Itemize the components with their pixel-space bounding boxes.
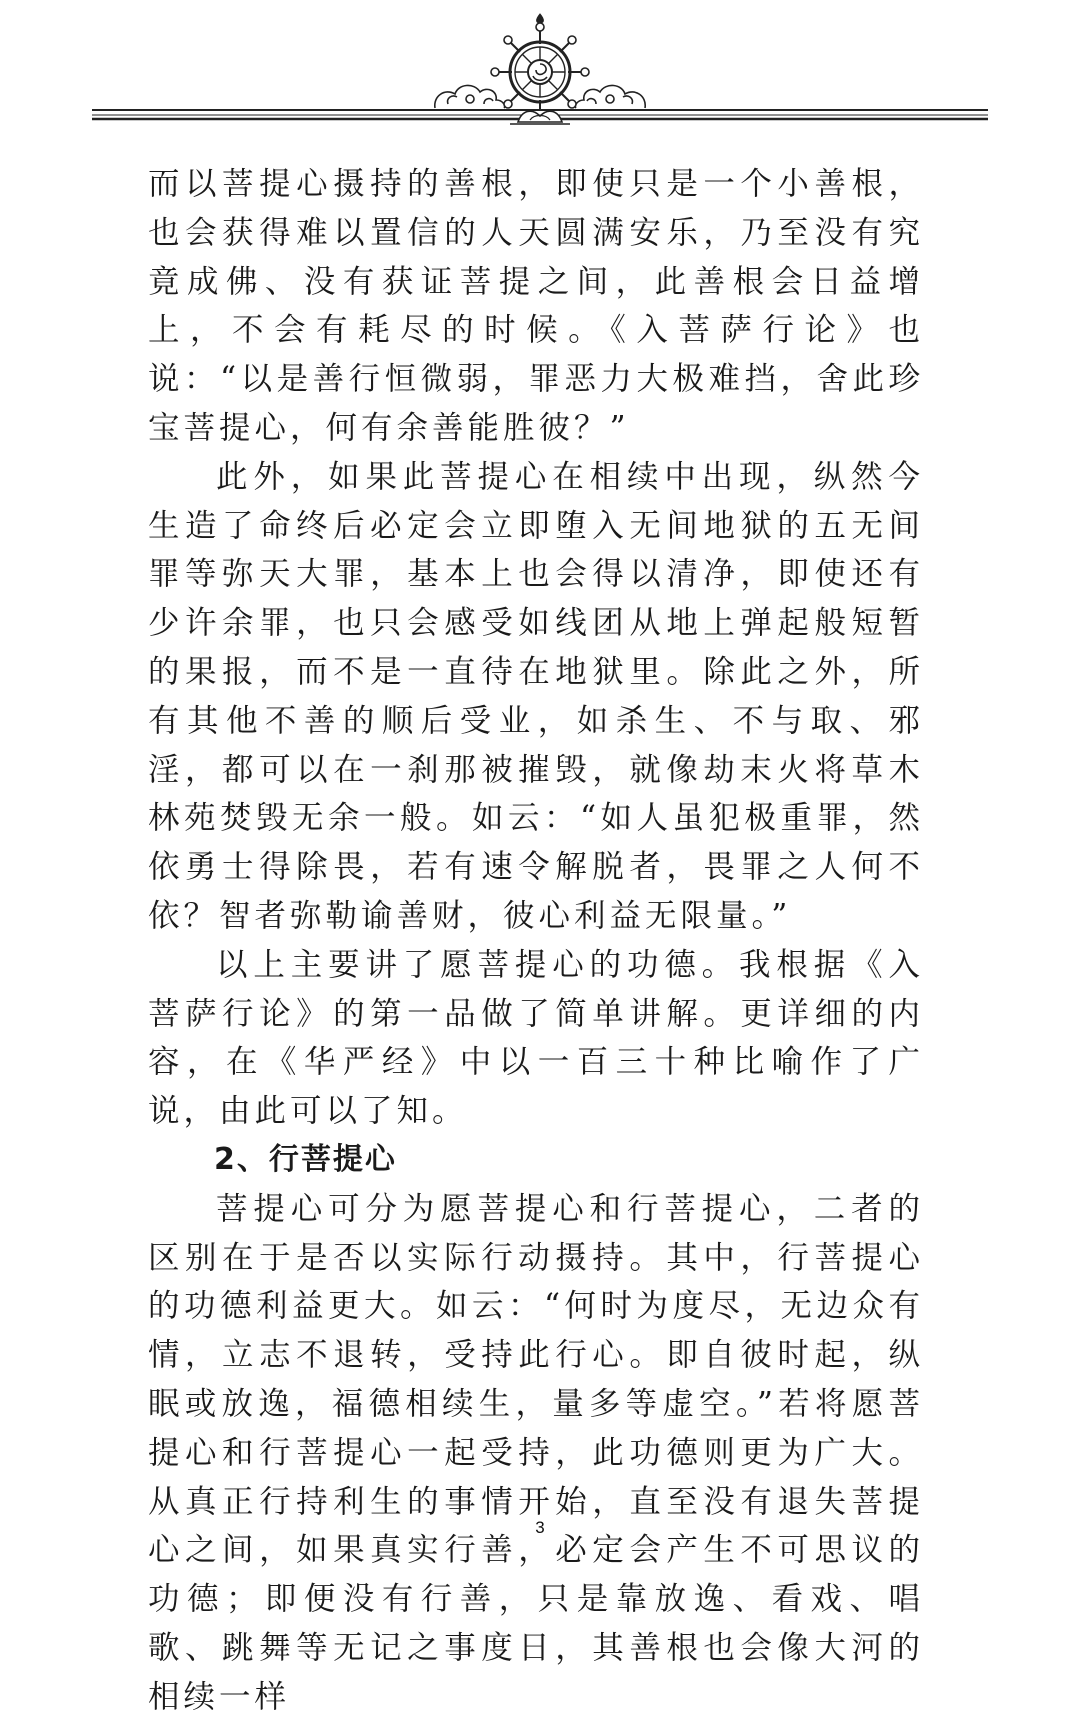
section-paragraph: 菩提心可分为愿菩提心和行菩提心，二者的区别在于是否以实际行动摄持。其中，行菩提心的功德利益更大。如云：“何时为度尽，无边众有情，立志不退转，受持此行心。即自彼时起，纵眠或放逸，福德相续生，量多等虚空。”若将愿菩提心和行菩提心一起受持，此功德则更为广大。从真正行持利生的事情开始，直至没有退失菩提心之间，如果真实行善，必定会产生不可思议的功德；即便没有行善，只是靠放逸、看戏、唱歌、跳舞等无记之事度日，其善根也会像大河的相续一样 [148, 1190, 924, 1715]
cloud-scroll-icon-left [435, 85, 505, 108]
page-body [148, 160, 924, 1722]
page-number: 3 [535, 1518, 545, 1537]
cloud-scroll-icon-right [575, 85, 645, 108]
body-paragraph-2: 此外，如果此菩提心在相续中出现，纵然今生造了命终后必定会立即堕入无间地狱的五无间罪等弥天大罪，基本上也会得以清净，即使还有少许余罪，也只会感受如线团从地上弹起般短暂的果报，而不是一直待在地狱里。除此之外，所有其他不善的顺后受业，如杀生、不与取、邪淫，都可以在一刹那被摧毁，就像劫末火将草木林苑焚毁无余一般。如云：“如人虽犯极重罪，然依勇士得除畏，若有速令解脱者，畏罪之人何不依？智者弥勒谕善财，彼心利益无限量。” [148, 458, 924, 934]
section-heading: 2、行菩提心 [214, 1141, 397, 1177]
page-header [0, 0, 1080, 135]
body-paragraph-1: 而以菩提心摄持的善根，即使只是一个小善根，也会获得难以置信的人天圆满安乐，乃至没有究竟成佛、没有获证菩提之间，此善根会日益增上，不会有耗尽的时候。《入菩萨行论》也说：“以是善行恒微弱，罪恶力大极难挡，舍此珍宝菩提心，何有余善能胜彼？” [148, 166, 924, 446]
body-paragraph-3: 以上主要讲了愿菩提心的功德。我根据《入菩萨行论》的第一品做了简单讲解。更详细的内容，在《华严经》中以一百三十种比喻作了广说，由此可以了知。 [148, 946, 924, 1130]
dharma-wheel-icon [491, 14, 589, 124]
header-ornament [0, 0, 1080, 135]
